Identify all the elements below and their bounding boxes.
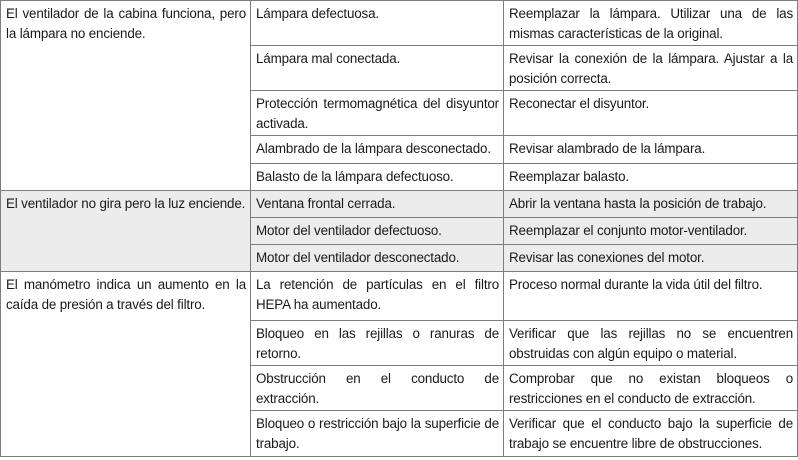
cause-cell: Obstrucción en el conducto de extracción.	[251, 366, 504, 411]
solution-cell: Reemplazar la lámpara. Utilizar una de las mismas características de la original.	[504, 1, 798, 46]
solution-cell: Reemplazar balasto.	[504, 164, 798, 191]
solution-cell: Revisar la conexión de la lámpara. Ajustar a la posición correcta.	[504, 46, 798, 91]
table-row	[1, 191, 798, 218]
solution-cell: Abrir la ventana hasta la posición de trabajo.	[504, 191, 798, 218]
solution-cell: Reconectar el disyuntor.	[504, 91, 798, 136]
cause-cell: Lámpara defectuosa.	[251, 1, 504, 46]
table-row	[1, 1, 798, 46]
solution-cell: Proceso normal durante la vida útil del filtro.	[504, 272, 798, 321]
cause-cell: Bloqueo o restricción bajo la superficie de trabajo.	[251, 411, 504, 457]
solution-cell: Revisar alambrado de la lámpara.	[504, 136, 798, 164]
cause-cell: Lámpara mal conectada.	[251, 46, 504, 91]
cause-cell: Motor del ventilador defectuoso.	[251, 218, 504, 245]
solution-cell: Revisar las conexiones del motor.	[504, 245, 798, 272]
symptom-cell: El manómetro indica un aumento en la caída de presión a través del filtro.	[1, 272, 251, 457]
solution-cell: Verificar que el conducto bajo la superficie de trabajo se encuentre libre de obstrucciones.	[504, 411, 798, 457]
cause-cell: Bloqueo en las rejillas o ranuras de retorno.	[251, 321, 504, 366]
cause-cell: Alambrado de la lámpara desconectado.	[251, 136, 504, 164]
solution-cell: Reemplazar el conjunto motor-ventilador.	[504, 218, 798, 245]
symptom-cell: El ventilador no gira pero la luz enciende.	[1, 191, 251, 272]
solution-cell: Verificar que las rejillas no se encuentren obstruidas con algún equipo o material.	[504, 321, 798, 366]
cause-cell: Protección termomagnética del disyuntor activada.	[251, 91, 504, 136]
solution-cell: Comprobar que no existan bloqueos o restricciones en el conducto de extracción.	[504, 366, 798, 411]
symptom-cell: El ventilador de la cabina funciona, pero la lámpara no enciende.	[1, 1, 251, 191]
table-row	[1, 272, 798, 321]
cause-cell: La retención de partículas en el filtro HEPA ha aumentado.	[251, 272, 504, 321]
cause-cell: Motor del ventilador desconectado.	[251, 245, 504, 272]
cause-cell: Balasto de la lámpara defectuoso.	[251, 164, 504, 191]
cause-cell: Ventana frontal cerrada.	[251, 191, 504, 218]
